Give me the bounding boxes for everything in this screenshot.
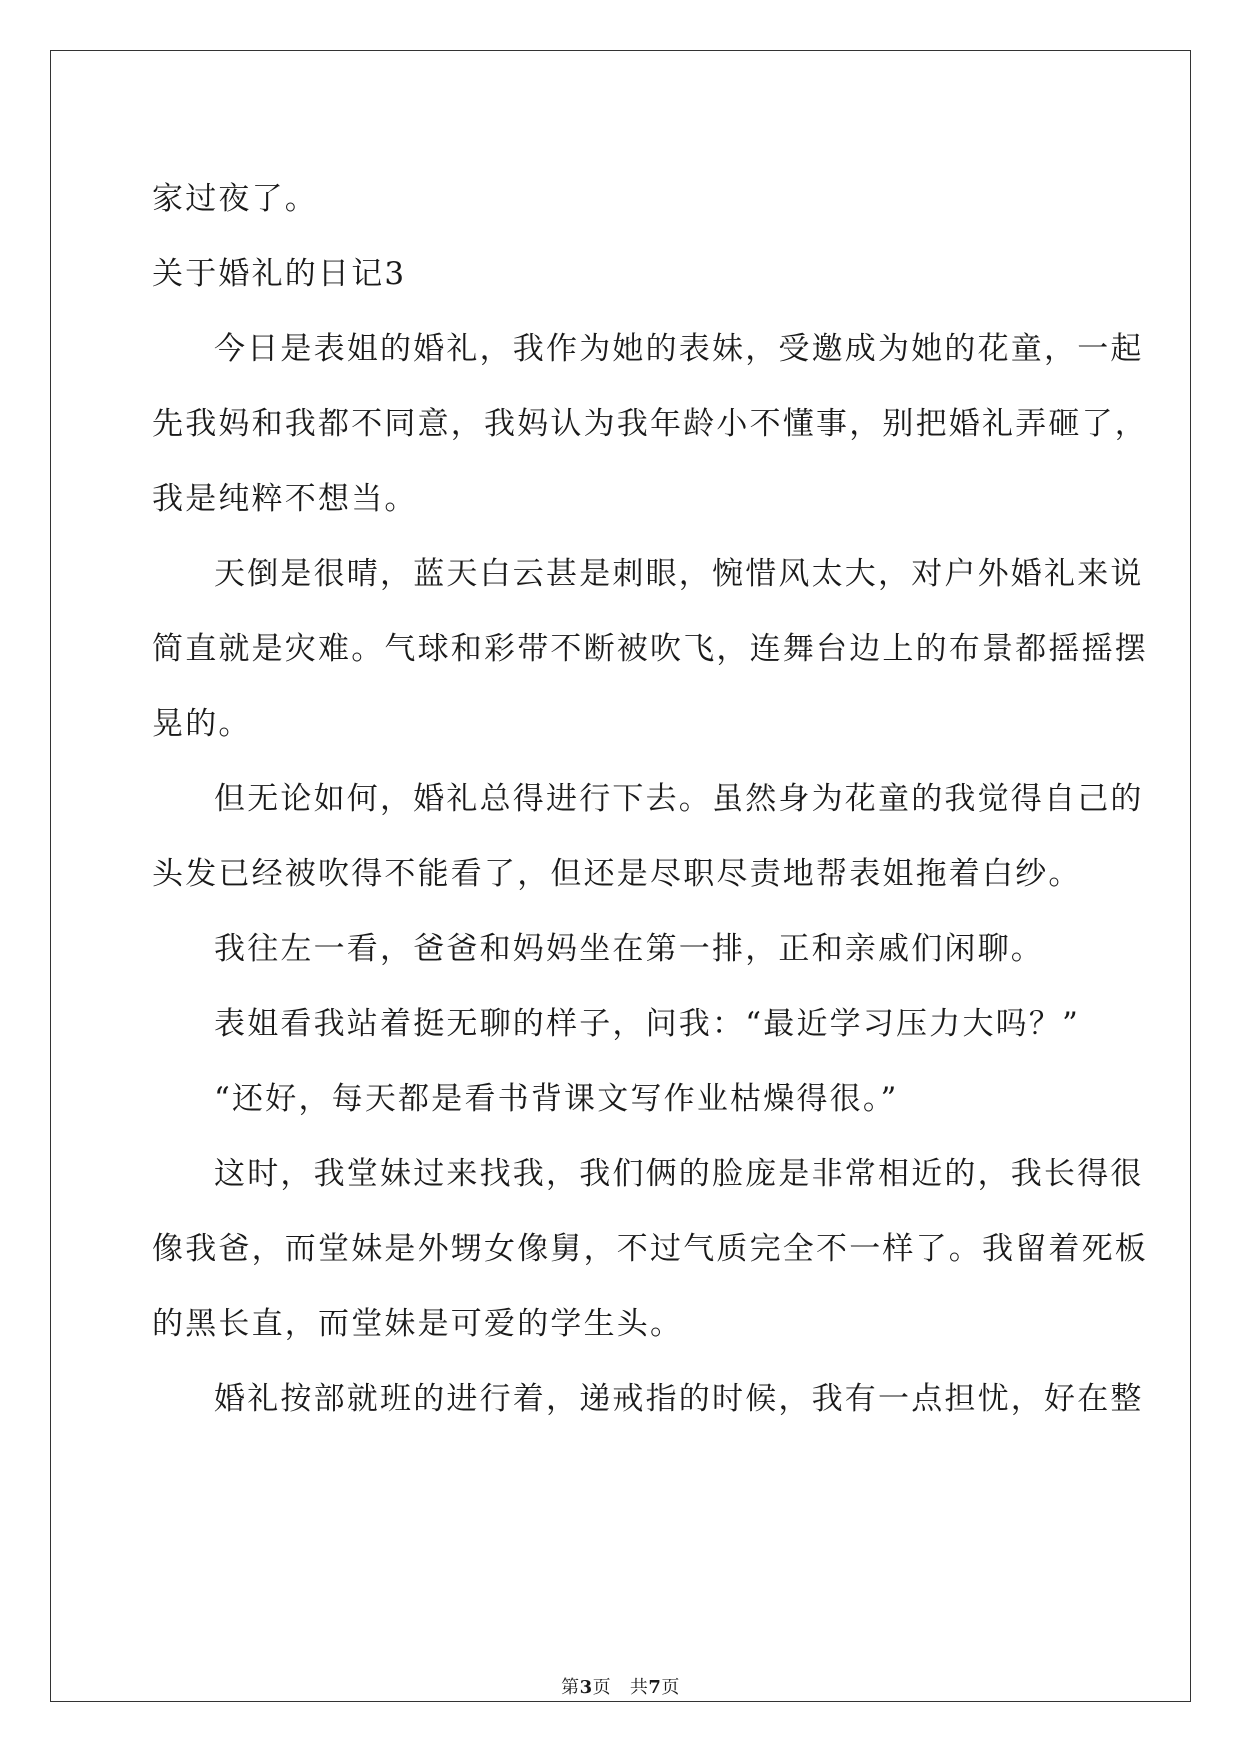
text-line-17: 婚礼按部就班的进行着，递戒指的时候，我有一点担忧，好在整 [214, 1381, 1144, 1417]
text-line-4: 先我妈和我都不同意，我妈认为我年龄小不懂事，别把婚礼弄砸了， [152, 406, 1148, 442]
text-line-9: 但无论如何，婚礼总得进行下去。虽然身为花童的我觉得自己的 [214, 781, 1144, 817]
total-pages-number: 7 [648, 1677, 662, 1698]
text-line-11: 我往左一看，爸爸和妈妈坐在第一排，正和亲戚们闲聊。 [214, 931, 1044, 967]
footer-total-unit: 页 [661, 1677, 680, 1698]
current-page-number: 3 [579, 1677, 593, 1698]
text-line-15: 像我爸，而堂妹是外甥女像舅，不过气质完全不一样了。我留着死板 [152, 1231, 1148, 1267]
text-line-16: 的黑长直，而堂妹是可爱的学生头。 [152, 1306, 684, 1342]
text-line-13: “还好，每天都是看书背课文写作业枯燥得很。” [214, 1081, 899, 1117]
text-line-14: 这时，我堂妹过来找我，我们俩的脸庞是非常相近的，我长得很 [214, 1156, 1144, 1192]
text-line-8: 晃的。 [152, 706, 252, 742]
footer-prefix: 第 [561, 1677, 580, 1698]
text-line-12: 表姐看我站着挺无聊的样子，问我：“最近学习压力大吗？” [214, 1006, 1081, 1042]
document-body [152, 162, 1148, 1437]
footer-page-unit: 页 [592, 1677, 612, 1698]
page-footer [0, 1673, 1241, 1699]
text-line-1: 家过夜了。 [152, 181, 318, 217]
text-line-5: 我是纯粹不想当。 [152, 481, 418, 517]
text-line-10: 头发已经被吹得不能看了，但还是尽职尽责地帮表姐拖着白纱。 [152, 856, 1082, 892]
text-line-6: 天倒是很晴，蓝天白云甚是刺眼，惋惜风太大，对户外婚礼来说 [214, 556, 1144, 592]
text-line-7: 简直就是灾难。气球和彩带不断被吹飞，连舞台边上的布景都摇摇摆 [152, 631, 1148, 667]
footer-total-prefix: 共 [629, 1677, 649, 1698]
text-line-3: 今日是表姐的婚礼，我作为她的表妹，受邀成为她的花童，一起 [214, 331, 1144, 367]
section-heading: 关于婚礼的日记3 [152, 256, 407, 292]
